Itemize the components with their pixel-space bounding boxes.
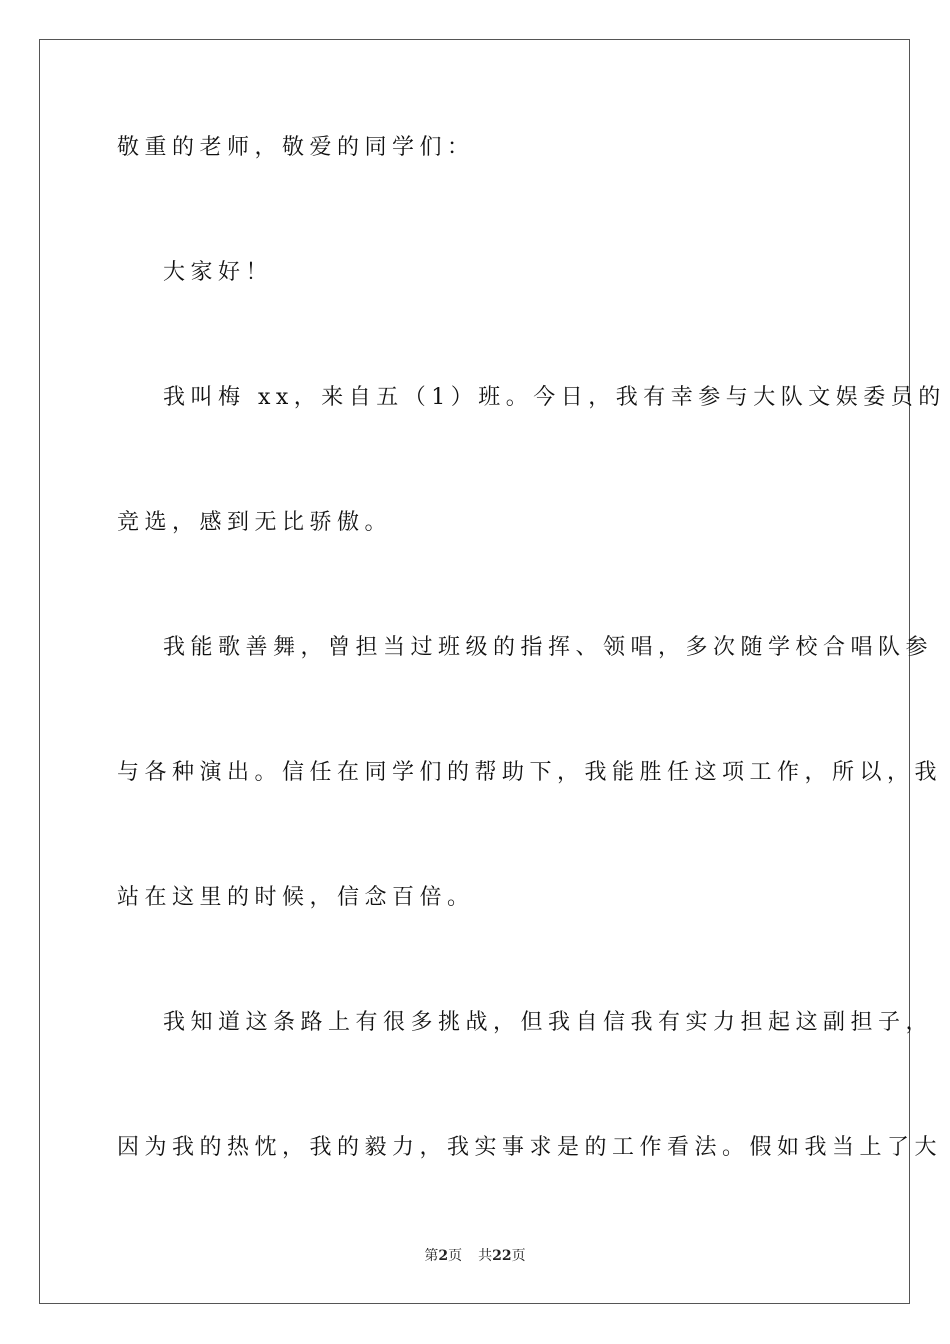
page-total: 共22页 [478,1248,526,1264]
page-number: 第2页 [424,1248,463,1264]
greeting-line: 大家好！ [163,260,274,285]
page-border [39,39,946,1304]
paragraph-line: 我知道这条路上有很多挑战，但我自信我有实力担起这副担子， [163,1010,934,1035]
salutation-line: 敬重的老师，敬爱的同学们： [117,135,475,160]
paragraph-line: 我叫梅 xx，来自五（1）班。今日，我有幸参与大队文娱委员的 [163,385,946,410]
paragraph-line: 竞选，感到无比骄傲。 [117,510,393,535]
paragraph-line: 因为我的热忱，我的毅力，我实事求是的工作看法。假如我当上了大 [117,1135,943,1160]
paragraph-line: 与各种演出。信任在同学们的帮助下，我能胜任这项工作，所以，我 [117,760,943,785]
page-footer [0,1246,950,1266]
paragraph-line: 站在这里的时候，信念百倍。 [117,885,475,910]
paragraph-line: 我能歌善舞，曾担当过班级的指挥、领唱，多次随学校合唱队参 [163,635,934,660]
